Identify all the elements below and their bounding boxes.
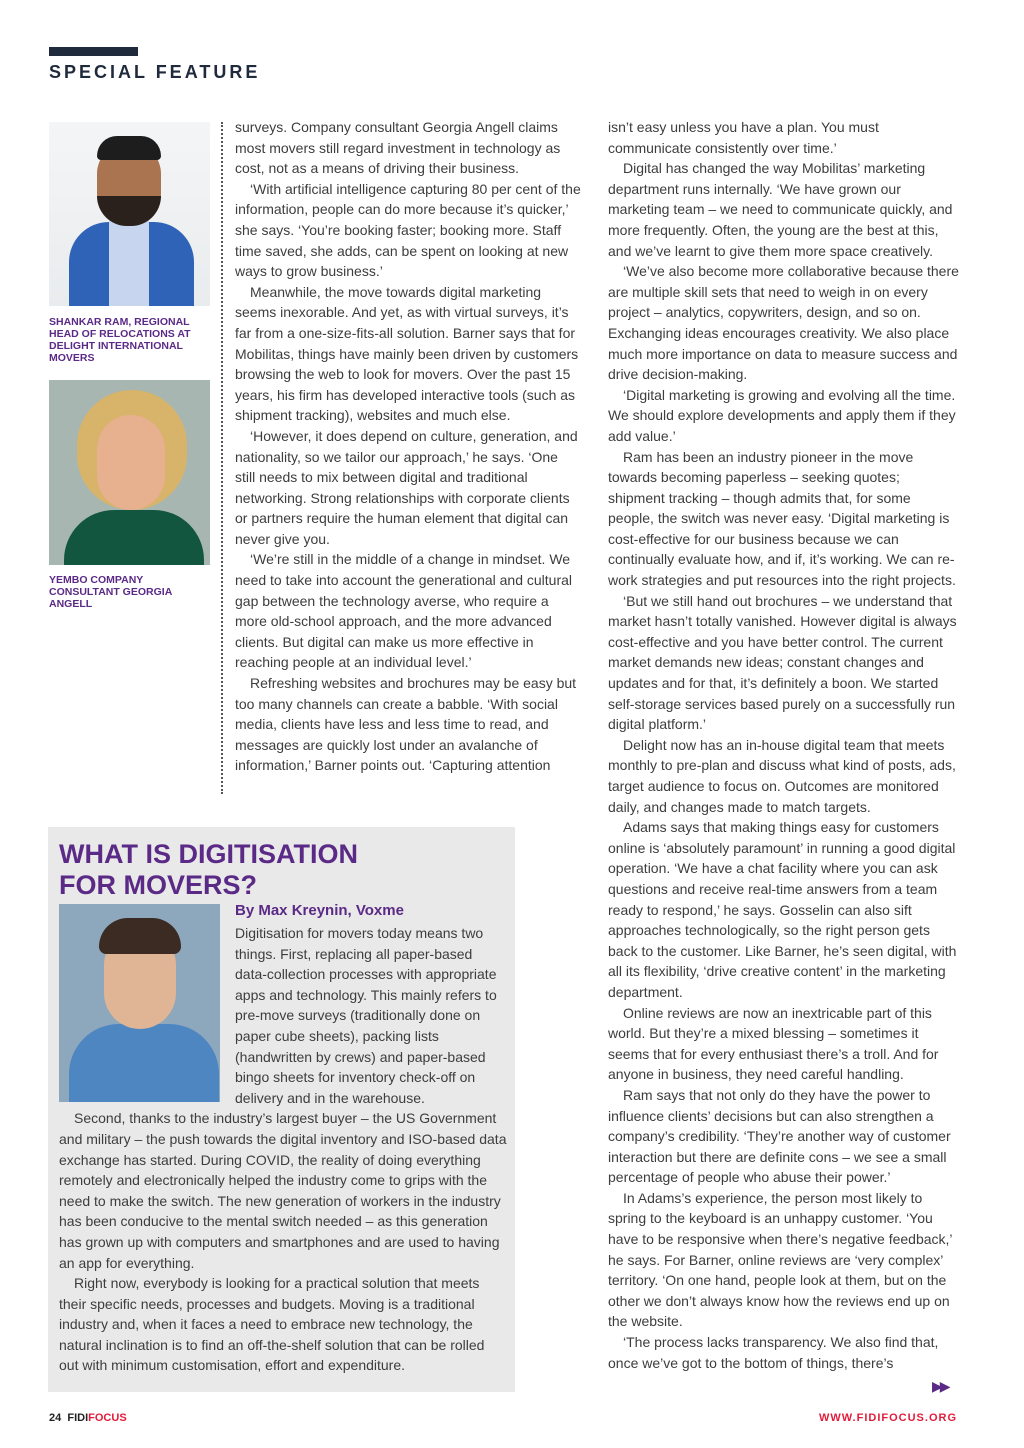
paragraph: isn’t easy unless you have a plan. You must communicate consistently over time.’: [608, 119, 879, 156]
box-title: WHAT IS DIGITISATION FOR MOVERS?: [59, 839, 358, 900]
paragraph: ‘The process lacks transparency. We also find that, once we’ve got to the bottom of things, there’s: [608, 1334, 939, 1371]
paragraph: ‘We’re still in the middle of a change in mindset. We need to take into account the generational and cultural gap between the technology averse, who require a more old-school approach, and the more advanced clients. But digital can make us more effective in reaching people at an individual level.’: [235, 551, 573, 671]
box-byline: By Max Kreynin, Voxme: [235, 902, 404, 919]
paragraph: surveys. Company consultant Georgia Angell claims most movers still regard investment in technology as cost, not as a means of driving their business.: [235, 119, 561, 177]
section-title: SPECIAL FEATURE: [49, 62, 261, 82]
footer-url[interactable]: WWW.FIDIFOCUS.ORG: [819, 1412, 957, 1424]
paragraph: Delight now has an in-house digital team that meets monthly to pre-plan and discuss what kind of posts, ads, target audience to focus on. Outcomes are monitored daily, and changes made to match targets.: [608, 736, 956, 815]
paragraph: Right now, everybody is looking for a practical solution that meets their specific needs, processes and budgets. Moving is a traditional industry and, when it faces a need to embrace new technology, the natural inclination is to find an off-the-shelf solution that can be rolled out with minimum customisation, effort and expenditure.: [59, 1275, 485, 1374]
paragraph: Adams says that making things easy for customers online is ‘absolutely paramount’ in running a good digital operation. ‘We have a chat facility where you can ask questions and receive real-time answers from a team ready to respond,’ he says. Gosselin can also sift approaches technologically, so the right person gets back to the customer. Like Barner, he’s seen digital, with all its flexibility, ‘drive creative content’ in the marketing department.: [608, 819, 957, 1000]
article-column-right: [608, 117, 960, 1373]
paragraph: Ram has been an industry pioneer in the move towards becoming paperless – seeking quotes; shipment tracking – though admits that, for some people, the switch was never easy. ‘Digital marketing is cost-effective for our business because we can continually evaluate how, and if, it’s working. We can re-work strategies and put resources into the right projects.: [608, 448, 956, 589]
photo-max-kreynin: [59, 904, 220, 1102]
column-divider: [221, 122, 223, 794]
paragraph: Second, thanks to the industry’s largest buyer – the US Government and military – the push towards the digital inventory and ISO-based data exchange has started. During COVID, the reality of doing everything remotely and electronically helped the industry come to grips with the need to make the switch. The new generation of workers in the industry has been conducive to the mental switch needed – as this generation has grown up with computers and smartphones and are used to having an app for everything.: [59, 1110, 507, 1271]
photo-shankar-ram: [49, 122, 210, 306]
page-number: 24: [49, 1412, 62, 1424]
paragraph: Digitisation for movers today means two things. First, replacing all paper-based data-collection processes with appropriate apps and technology. This mainly refers to pre-move surveys (traditionally done on paper cube sheets), packing lists (handwritten by crews) and paper-based bingo sheets for inventory check-off on delivery and in the warehouse.: [235, 925, 497, 1106]
paragraph: ‘Digital marketing is growing and evolving all the time. We should explore developments and apply them if they add value.’: [608, 386, 956, 444]
paragraph: ‘With artificial intelligence capturing 80 per cent of the information, people can do more because it’s quicker,’ she says. ‘You’re booking faster; booking more. Staff time saved, she adds, can be spent on looking at new ways to grow business.’: [235, 180, 581, 280]
section-bar: [49, 47, 138, 56]
footer-folio: [49, 1412, 127, 1424]
paragraph: Meanwhile, the move towards digital marketing seems inexorable. And yet, as with virtual surveys, it’s far from a one-size-fits-all solution. Barner says that for Mobilitas, things have mainly been driven by customers browsing the web to look for movers. Over the past 15 years, his firm has developed interactive tools (such as shipment tracking), websites and much else.: [235, 283, 579, 424]
brand-focus: FOCUS: [88, 1412, 127, 1424]
paragraph: ‘But we still hand out brochures – we understand that market hasn’t totally vanished. However digital is always cost-effective and you have better control. The current market demands new ideas; constant changes and updates and for that, it’s definitely a boon. We started self-storage services based purely on a successfully run digital platform.’: [608, 592, 957, 733]
continue-arrow-icon: ▶▶: [932, 1378, 948, 1394]
paragraph: ‘However, it does depend on culture, generation, and nationality, so we tailor our approach,’ he says. ‘One still needs to mix between digital and traditional networking. Strong relationships with corporate clients or partners require the human element that digital can never give you.: [235, 427, 578, 547]
paragraph: Online reviews are now an inextricable part of this world. But they’re a mixed blessing – sometimes it seems that for every enthusiast there’s a troll. And for anyone in business, they need careful handling.: [608, 1004, 939, 1083]
photo-georgia-angell: [49, 380, 210, 565]
brand-fidi: FIDI: [67, 1412, 89, 1424]
sidebar-box: [48, 827, 515, 1392]
paragraph: Refreshing websites and brochures may be easy but too many channels can create a babble. ‘With social media, clients have less and less time to read, and messages are quickly lost under an avalanche of information,’ Barner points out. ‘Capturing attention: [235, 675, 577, 774]
paragraph: Digital has changed the way Mobilitas’ marketing department runs internally. ‘We have grown our marketing team – we need to communicate quickly, and more frequently. Often, the young are the best at this, and we’ve learnt to give them more space creatively.: [608, 160, 953, 259]
paragraph: ‘We’ve also become more collaborative because there are multiple skill sets that need to weigh in on every project – analytics, copywriters, design, and so on. Exchanging ideas encourages creativity. We also place much more importance on data to measure success and drive decision-making.: [608, 263, 959, 383]
paragraph: Ram says that not only do they have the power to influence clients’ decisions but can also strengthen a company’s credibility. ‘They’re another way of customer interaction but there are definite cons – we see a small percentage of people who abuse their power.’: [608, 1086, 951, 1186]
box-text: [59, 923, 507, 1376]
caption-georgia-angell: YEMBO COMPANY CONSULTANT GEORGIA ANGELL: [49, 574, 172, 610]
paragraph: In Adams’s experience, the person most likely to spring to the keyboard is an unhappy customer. ‘You have to be responsive when there’s negative feedback,’ he says. For Barner, online reviews are ‘very complex’ territory. ‘On one hand, people look at them, but on the other we don’t always know how the reviews end up on the website.: [608, 1189, 953, 1330]
caption-shankar-ram: SHANKAR RAM, REGIONAL HEAD OF RELOCATIONS AT DELIGHT INTERNATIONAL MOVERS: [49, 316, 191, 364]
article-column-middle: [235, 117, 582, 776]
